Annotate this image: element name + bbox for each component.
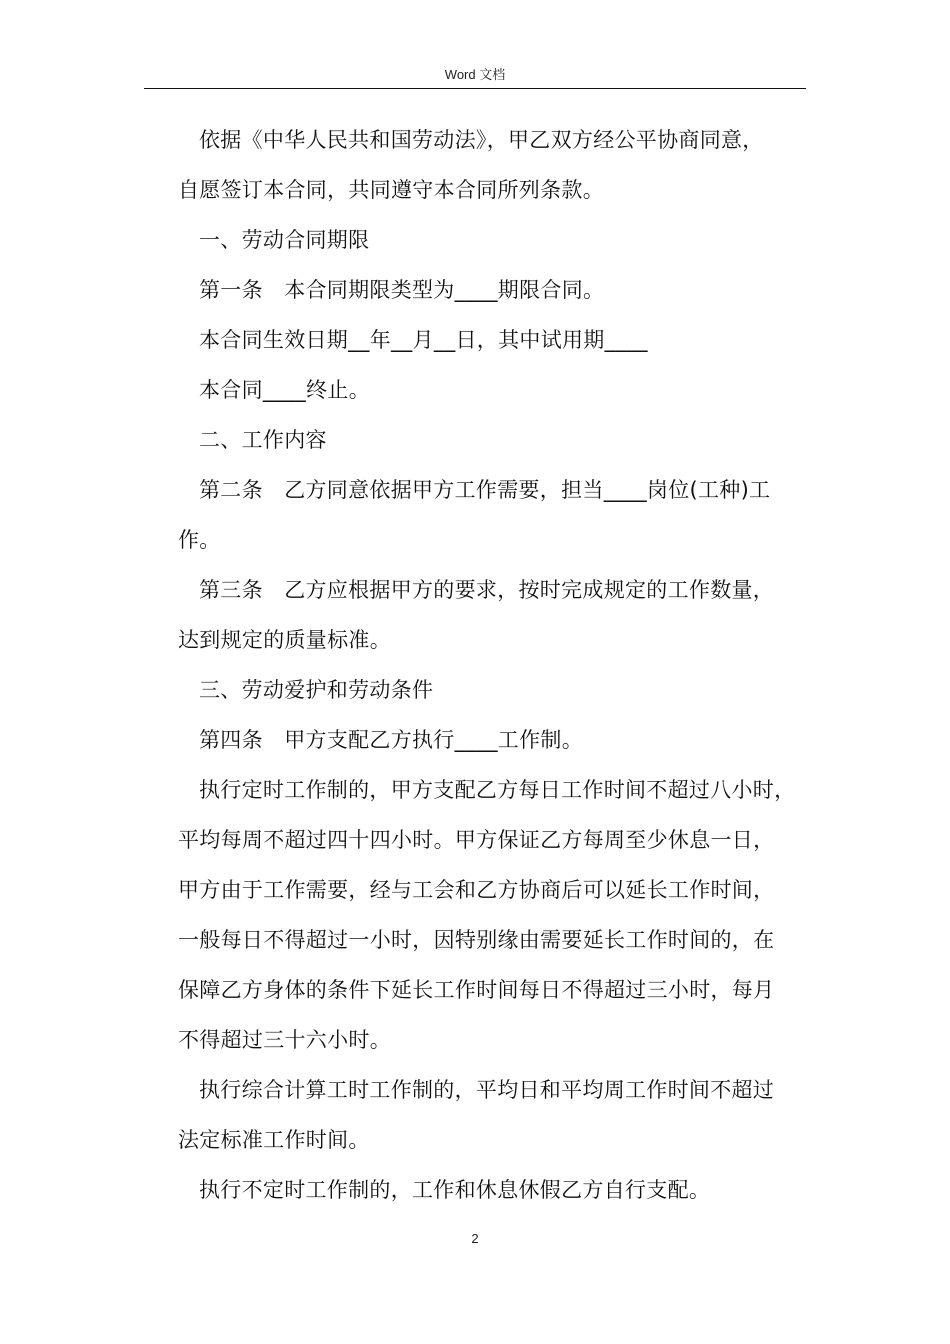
paragraph-line: 平均每周不超过四十四小时。甲方保证乙方每周至少休息一日， [178, 828, 775, 852]
paragraph-line: 执行综合计算工时工作制的，平均日和平均周工作时间不超过 [199, 1078, 775, 1102]
paragraph-line: 达到规定的质量标准。 [178, 628, 391, 652]
paragraph-line: 甲方由于工作需要，经与工会和乙方协商后可以延长工作时间， [178, 878, 775, 902]
header-title: Word 文档 [444, 67, 506, 82]
page-number: 2 [471, 1231, 479, 1246]
section-heading: 二、工作内容 [199, 428, 327, 452]
section-heading: 一、劳动合同期限 [199, 228, 370, 252]
paragraph-line: 本合同____终止。 [199, 378, 370, 402]
paragraph-line: 不得超过三十六小时。 [178, 1028, 391, 1052]
paragraph-line: 一般每日不得超过一小时，因特别缘由需要延长工作时间的，在 [178, 928, 775, 952]
paragraph-line: 法定标准工作时间。 [178, 1128, 370, 1152]
paragraph-line: 作。 [178, 528, 221, 552]
paragraph-line: 本合同生效日期__年__月__日，其中试用期____ [199, 328, 648, 352]
paragraph-line: 保障乙方身体的条件下延长工作时间每日不得超过三小时，每月 [178, 978, 775, 1002]
article-line: 第四条 甲方支配乙方执行____工作制。 [199, 728, 583, 752]
paragraph-line: 依据《中华人民共和国劳动法》，甲乙双方经公平协商同意， [199, 128, 764, 152]
header-divider [144, 88, 806, 89]
article-line: 第三条 乙方应根据甲方的要求，按时完成规定的工作数量， [199, 578, 775, 602]
paragraph-line: 自愿签订本合同，共同遵守本合同所列条款。 [178, 178, 604, 202]
article-line: 第一条 本合同期限类型为____期限合同。 [199, 278, 605, 302]
paragraph-line: 执行定时工作制的，甲方支配乙方每日工作时间不超过八小时， [199, 778, 796, 802]
paragraph-line: 执行不定时工作制的，工作和休息休假乙方自行支配。 [199, 1178, 711, 1202]
article-line: 第二条 乙方同意依据甲方工作需要，担当____岗位(工种)工 [199, 478, 771, 502]
section-heading: 三、劳动爱护和劳动条件 [199, 678, 434, 702]
